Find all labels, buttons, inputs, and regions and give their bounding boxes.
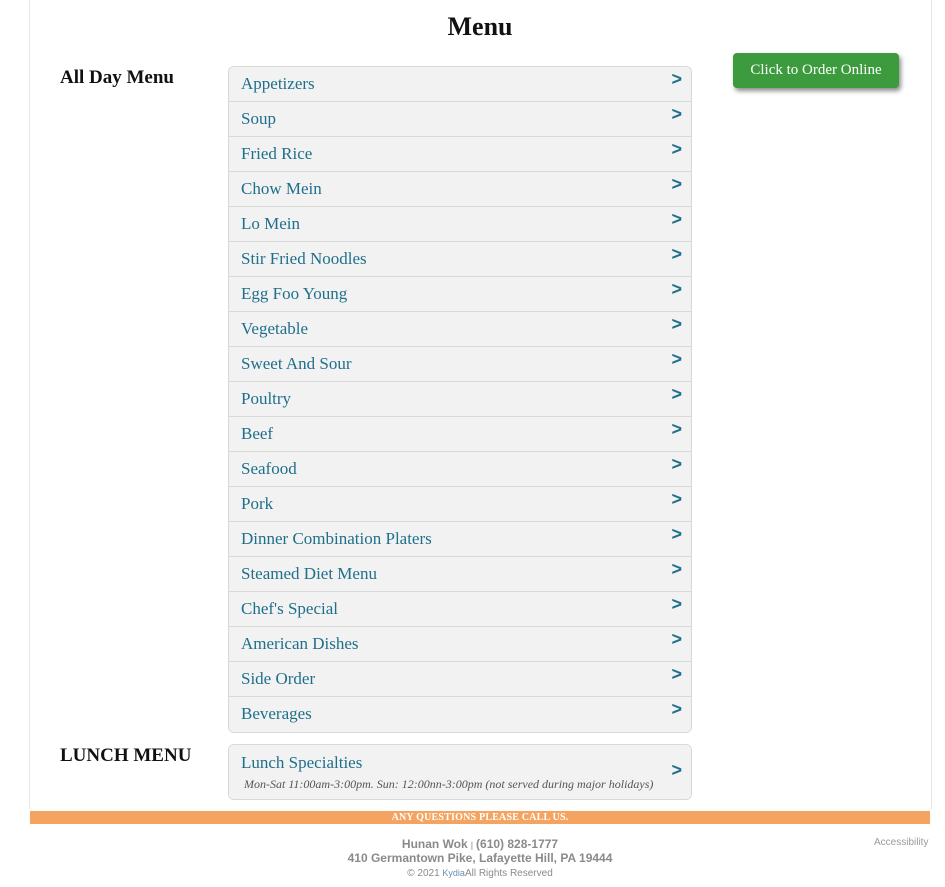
chevron-right-icon: > [671, 104, 682, 124]
lunch-menu-title: LUNCH MENU [60, 745, 192, 766]
menu-category-label: Steamed Diet Menu [241, 564, 377, 583]
menu-category-chow-mein[interactable] [229, 172, 691, 207]
menu-category-side-order[interactable] [229, 662, 691, 697]
menu-category-chef-s-special[interactable] [229, 592, 691, 627]
separator: | [470, 840, 474, 850]
menu-category-soup[interactable] [229, 102, 691, 137]
menu-category-label: Stir Fried Noodles [241, 249, 367, 268]
footer-copyright [0, 868, 945, 879]
menu-category-poultry[interactable] [229, 382, 691, 417]
chevron-right-icon: > [671, 314, 682, 334]
lunch-hours-note: Mon-Sat 11:00am-3:00pm. Sun: 12:00nn-3:00pm (not served during major holidays) [244, 777, 654, 791]
page-title: Menu [447, 12, 513, 41]
menu-category-american-dishes[interactable] [229, 627, 691, 662]
chevron-right-icon: > [671, 664, 682, 684]
menu-category-label: Seafood [241, 459, 297, 478]
chevron-right-icon: > [671, 244, 682, 264]
menu-category-lunch-specialties[interactable] [229, 745, 691, 799]
all-day-menu-list [228, 66, 692, 733]
menu-category-appetizers[interactable] [229, 67, 691, 102]
copyright-text: © 2021 [407, 868, 440, 879]
menu-category-label: Dinner Combination Platers [241, 529, 432, 548]
phone-number[interactable]: (610) 828-1777 [476, 837, 559, 851]
chevron-right-icon: > [671, 139, 682, 159]
chevron-right-icon: > [671, 699, 682, 719]
menu-category-label: Beverages [241, 704, 312, 723]
chevron-right-icon: > [671, 384, 682, 404]
menu-category-label: Pork [241, 494, 274, 513]
call-us-banner: ANY QUESTIONS PLEASE CALL US. [30, 811, 930, 824]
restaurant-name: Hunan Wok [401, 837, 468, 851]
chevron-right-icon: > [671, 279, 682, 299]
kydia-link[interactable]: Kydia [442, 868, 465, 878]
menu-category-label: Appetizers [241, 74, 315, 93]
chevron-right-icon: > [671, 69, 682, 89]
menu-category-dinner-combination-platers[interactable] [229, 522, 691, 557]
chevron-right-icon: > [671, 349, 682, 369]
menu-category-label: Poultry [241, 389, 292, 408]
menu-category-label: Beef [241, 424, 274, 443]
menu-category-label: Side Order [241, 669, 316, 688]
menu-category-steamed-diet-menu[interactable] [229, 557, 691, 592]
chevron-right-icon: > [671, 524, 682, 544]
menu-category-sweet-and-sour[interactable] [229, 347, 691, 382]
footer-address: 410 Germantown Pike, Lafayette Hill, PA 19444 [347, 851, 613, 865]
menu-category-egg-foo-young[interactable] [229, 277, 691, 312]
menu-category-label: Lo Mein [241, 214, 301, 233]
chevron-right-icon: > [671, 629, 682, 649]
menu-category-beef[interactable] [229, 417, 691, 452]
menu-category-fried-rice[interactable] [229, 137, 691, 172]
menu-category-label: Fried Rice [241, 144, 313, 163]
chevron-right-icon: > [671, 419, 682, 439]
menu-category-label: Egg Foo Young [241, 284, 348, 303]
footer-contact [0, 837, 945, 851]
menu-category-seafood[interactable] [229, 452, 691, 487]
rights-text: All Rights Reserved [464, 868, 553, 879]
menu-category-label: Chow Mein [241, 179, 322, 198]
menu-category-label: Soup [241, 109, 276, 128]
menu-category-label: Lunch Specialties [241, 753, 363, 772]
menu-category-pork[interactable] [229, 487, 691, 522]
chevron-right-icon: > [671, 594, 682, 614]
menu-category-stir-fried-noodles[interactable] [229, 242, 691, 277]
accessibility-link[interactable]: Accessibility [874, 837, 929, 848]
chevron-right-icon: > [671, 209, 682, 229]
menu-category-vegetable[interactable] [229, 312, 691, 347]
menu-category-lo-mein[interactable] [229, 207, 691, 242]
chevron-right-icon: > [671, 760, 682, 780]
chevron-right-icon: > [671, 489, 682, 509]
menu-category-label: American Dishes [241, 634, 359, 653]
all-day-menu-title: All Day Menu [60, 67, 174, 88]
chevron-right-icon: > [671, 174, 682, 194]
menu-category-beverages[interactable] [229, 697, 691, 732]
order-online-button[interactable]: Click to Order Online [733, 53, 899, 88]
chevron-right-icon: > [671, 454, 682, 474]
menu-category-label: Vegetable [241, 319, 309, 338]
menu-category-label: Sweet And Sour [241, 354, 352, 373]
menu-category-label: Chef's Special [241, 599, 339, 618]
lunch-menu-list [228, 744, 692, 800]
chevron-right-icon: > [671, 559, 682, 579]
